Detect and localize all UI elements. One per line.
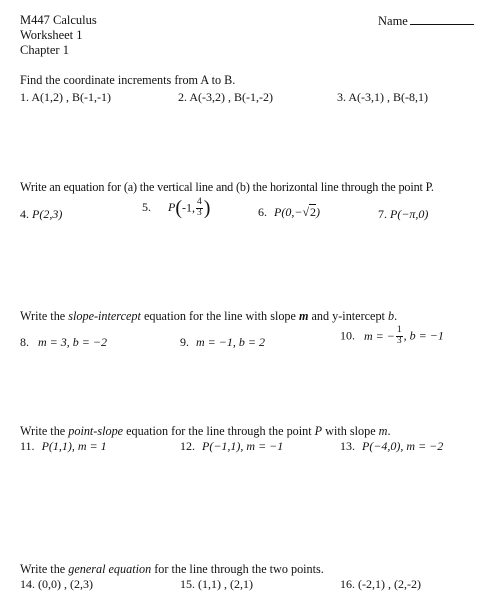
fraction-numerator: 4	[197, 197, 202, 207]
problem-text: m = −1, b = 2	[196, 335, 265, 349]
problem-text: P(−1,1), m = −1	[202, 439, 284, 453]
problem-number: 11.	[20, 439, 35, 453]
name-field	[378, 13, 474, 29]
coord-a: -1,	[182, 200, 196, 215]
problem-number: 1.	[20, 90, 29, 104]
problem-9	[180, 335, 265, 350]
problem-text: (1,1) , (2,1)	[198, 577, 253, 591]
problem-text: m = 3, b = −2	[38, 335, 107, 349]
open-paren: (	[175, 197, 183, 219]
instruction-text: .	[387, 424, 391, 438]
problem-number: 10.	[340, 328, 355, 343]
problem-8	[20, 335, 107, 350]
section-4-instruction	[20, 424, 391, 439]
fraction-denominator: 3	[396, 335, 402, 346]
close-paren: )	[203, 197, 211, 219]
problem-text: (0,0) , (2,3)	[38, 577, 93, 591]
section-5-instruction	[20, 562, 324, 577]
problem-text: P(1,1), m = 1	[41, 439, 107, 453]
variable-b: b	[388, 309, 395, 323]
instruction-text: equation for the line with slope	[140, 309, 299, 323]
problem-10	[340, 326, 444, 346]
problem-text: P(−4,0), m = −2	[362, 439, 444, 453]
problem-4	[20, 207, 62, 222]
point-prefix: P(0,−	[274, 205, 303, 219]
variable-m: m	[298, 309, 309, 323]
instruction-text: with slope	[322, 424, 379, 438]
variable-m: m	[378, 424, 388, 438]
problem-number: 14.	[20, 577, 35, 591]
point-suffix: )	[316, 205, 321, 219]
instruction-emphasis: slope-intercept	[68, 309, 141, 323]
problem-13	[340, 439, 443, 454]
section-2-instruction: Write an equation for (a) the vertical line and (b) the horizontal line through the point P.	[20, 180, 434, 194]
fraction-denominator: 3	[197, 207, 202, 218]
slope-prefix: m = −	[364, 328, 395, 343]
problem-11	[20, 439, 107, 454]
problem-number: 8.	[20, 335, 29, 349]
instruction-text: equation for the line through the point	[123, 424, 315, 438]
problem-7	[378, 207, 428, 222]
course-title: M447 Calculus	[20, 13, 97, 27]
fraction	[396, 326, 403, 346]
problem-2	[178, 90, 273, 105]
section-1-instruction: Find the coordinate increments from A to B.	[20, 73, 236, 87]
problem-text: (-2,1) , (2,-2)	[358, 577, 421, 591]
intercept-suffix: , b = −1	[403, 328, 444, 343]
problem-5	[142, 198, 210, 218]
problem-number: 16.	[340, 577, 355, 591]
radicand: 2	[310, 205, 317, 219]
instruction-emphasis: general equation	[68, 562, 152, 576]
problem-number: 3.	[337, 90, 346, 104]
worksheet-label: Worksheet 1	[20, 28, 83, 42]
problem-14	[20, 577, 93, 592]
section-3-instruction	[20, 309, 397, 324]
point-label: P	[168, 199, 176, 214]
fraction-numerator: 1	[396, 325, 402, 335]
problem-number: 7.	[378, 207, 387, 221]
problem-number: 4.	[20, 207, 29, 221]
problem-6	[258, 205, 320, 220]
problem-text: A(1,2) , B(-1,-1)	[31, 90, 111, 104]
problem-number: 13.	[340, 439, 355, 453]
problem-text: A(-3,1) , B(-8,1)	[348, 90, 428, 104]
problem-12	[180, 439, 283, 454]
problem-number: 9.	[180, 335, 189, 349]
problem-15	[180, 577, 253, 592]
name-label: Name	[378, 14, 408, 28]
problem-16	[340, 577, 421, 592]
name-blank-line[interactable]	[410, 13, 474, 25]
instruction-emphasis: point-slope	[68, 424, 124, 438]
chapter-label: Chapter 1	[20, 43, 69, 57]
instruction-text: .	[394, 309, 398, 323]
problem-1	[20, 90, 111, 105]
radical-sign: √	[302, 205, 310, 219]
instruction-text: and y-intercept	[308, 309, 388, 323]
instruction-text: Write the	[20, 562, 69, 576]
problem-number: 5.	[142, 199, 151, 214]
problem-3	[337, 90, 428, 105]
problem-number: 2.	[178, 90, 187, 104]
instruction-text: Write the	[20, 424, 69, 438]
problem-text: A(-3,2) , B(-1,-2)	[189, 90, 273, 104]
instruction-text: Write the	[20, 309, 69, 323]
instruction-text: for the line through the two points.	[151, 562, 324, 576]
problem-text: P(2,3)	[32, 207, 63, 221]
problem-number: 12.	[180, 439, 195, 453]
problem-number: 15.	[180, 577, 195, 591]
problem-number: 6.	[258, 205, 267, 219]
variable-p: P	[314, 424, 323, 438]
fraction	[196, 198, 203, 218]
square-root	[302, 205, 316, 220]
problem-text: P(−π,0)	[390, 207, 429, 221]
